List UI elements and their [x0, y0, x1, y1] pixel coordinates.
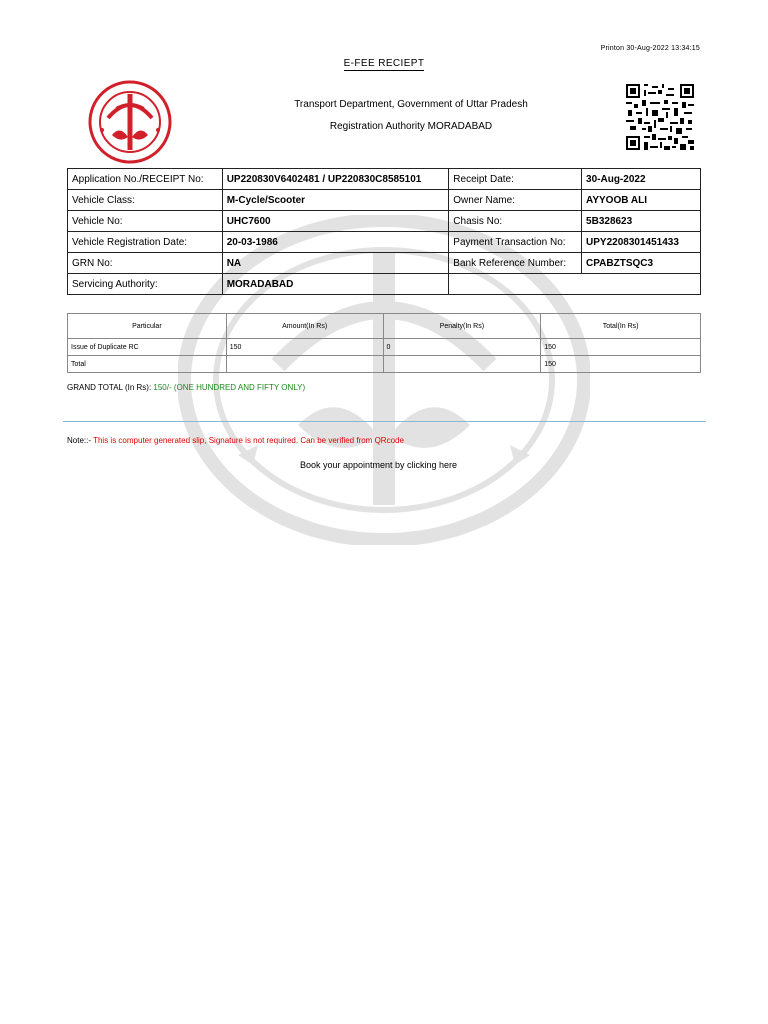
receipt-date-value: 30-Aug-2022: [582, 169, 701, 190]
servicing-authority-label: Servicing Authority:: [68, 274, 223, 295]
total-label: Total: [68, 356, 227, 373]
total-amount: [226, 356, 383, 373]
chasis-no-value: 5B328623: [582, 211, 701, 232]
grand-total-label: GRAND TOTAL (In Rs):: [67, 383, 152, 392]
grn-label: GRN No:: [68, 253, 223, 274]
total-penalty: [383, 356, 541, 373]
column-header-particular: Particular: [68, 314, 227, 339]
empty-cell: [449, 274, 701, 295]
table-row: [68, 211, 701, 232]
vehicle-no-value: UHC7600: [222, 211, 449, 232]
table-row: [68, 232, 701, 253]
receipt-date-label: Receipt Date:: [449, 169, 582, 190]
note-label: Note::-: [67, 436, 92, 445]
department-name: Transport Department, Government of Uttar Pradesh: [294, 99, 528, 110]
document-title: E-FEE RECIEPT: [343, 58, 425, 69]
registration-date-value: 20-03-1986: [222, 232, 449, 253]
total-value: 150: [541, 356, 701, 373]
owner-name-label: Owner Name:: [449, 190, 582, 211]
vehicle-class-label: Vehicle Class:: [68, 190, 223, 211]
book-appointment-link[interactable]: Book your appointment by clicking here: [299, 460, 458, 470]
grand-total: [67, 383, 305, 392]
vehicle-class-value: M-Cycle/Scooter: [222, 190, 449, 211]
qr-code-icon: [626, 84, 694, 150]
column-header-penalty: Penalty(In Rs): [383, 314, 541, 339]
table-row: [68, 356, 701, 373]
owner-name-value: AYYOOB ALI: [582, 190, 701, 211]
table-row: [68, 253, 701, 274]
registration-authority: Registration Authority MORADABAD: [329, 121, 493, 132]
fee-header-row: [68, 314, 701, 339]
vehicle-details-table: [67, 168, 701, 295]
table-row: [68, 169, 701, 190]
fee-table: [67, 313, 701, 373]
column-header-total: Total(In Rs): [541, 314, 701, 339]
printed-on-timestamp: Printon 30-Aug-2022 13:34:15: [600, 45, 700, 52]
grn-value: NA: [222, 253, 449, 274]
divider: [63, 421, 706, 422]
bank-reference-label: Bank Reference Number:: [449, 253, 582, 274]
table-row: [68, 190, 701, 211]
table-row: [68, 339, 701, 356]
chasis-no-label: Chasis No:: [449, 211, 582, 232]
payment-transaction-label: Payment Transaction No:: [449, 232, 582, 253]
column-header-amount: Amount(In Rs): [226, 314, 383, 339]
fee-total: 150: [541, 339, 701, 356]
note: [67, 436, 404, 445]
grand-total-value: 150/- (ONE HUNDRED AND FIFTY ONLY): [153, 383, 306, 392]
payment-transaction-value: UPY2208301451433: [582, 232, 701, 253]
fee-particular: Issue of Duplicate RC: [68, 339, 227, 356]
vehicle-no-label: Vehicle No:: [68, 211, 223, 232]
servicing-authority-value: MORADABAD: [222, 274, 449, 295]
note-text: This is computer generated slip, Signature is not required. Can be verified from QRcode: [93, 436, 404, 445]
application-no-label: Application No./RECEIPT No:: [68, 169, 223, 190]
fee-amount: 150: [226, 339, 383, 356]
registration-date-label: Vehicle Registration Date:: [68, 232, 223, 253]
bank-reference-value: CPABZTSQC3: [582, 253, 701, 274]
table-row: [68, 274, 701, 295]
application-no-value: UP220830V6402481 / UP220830C8585101: [222, 169, 449, 190]
fee-penalty: 0: [383, 339, 541, 356]
